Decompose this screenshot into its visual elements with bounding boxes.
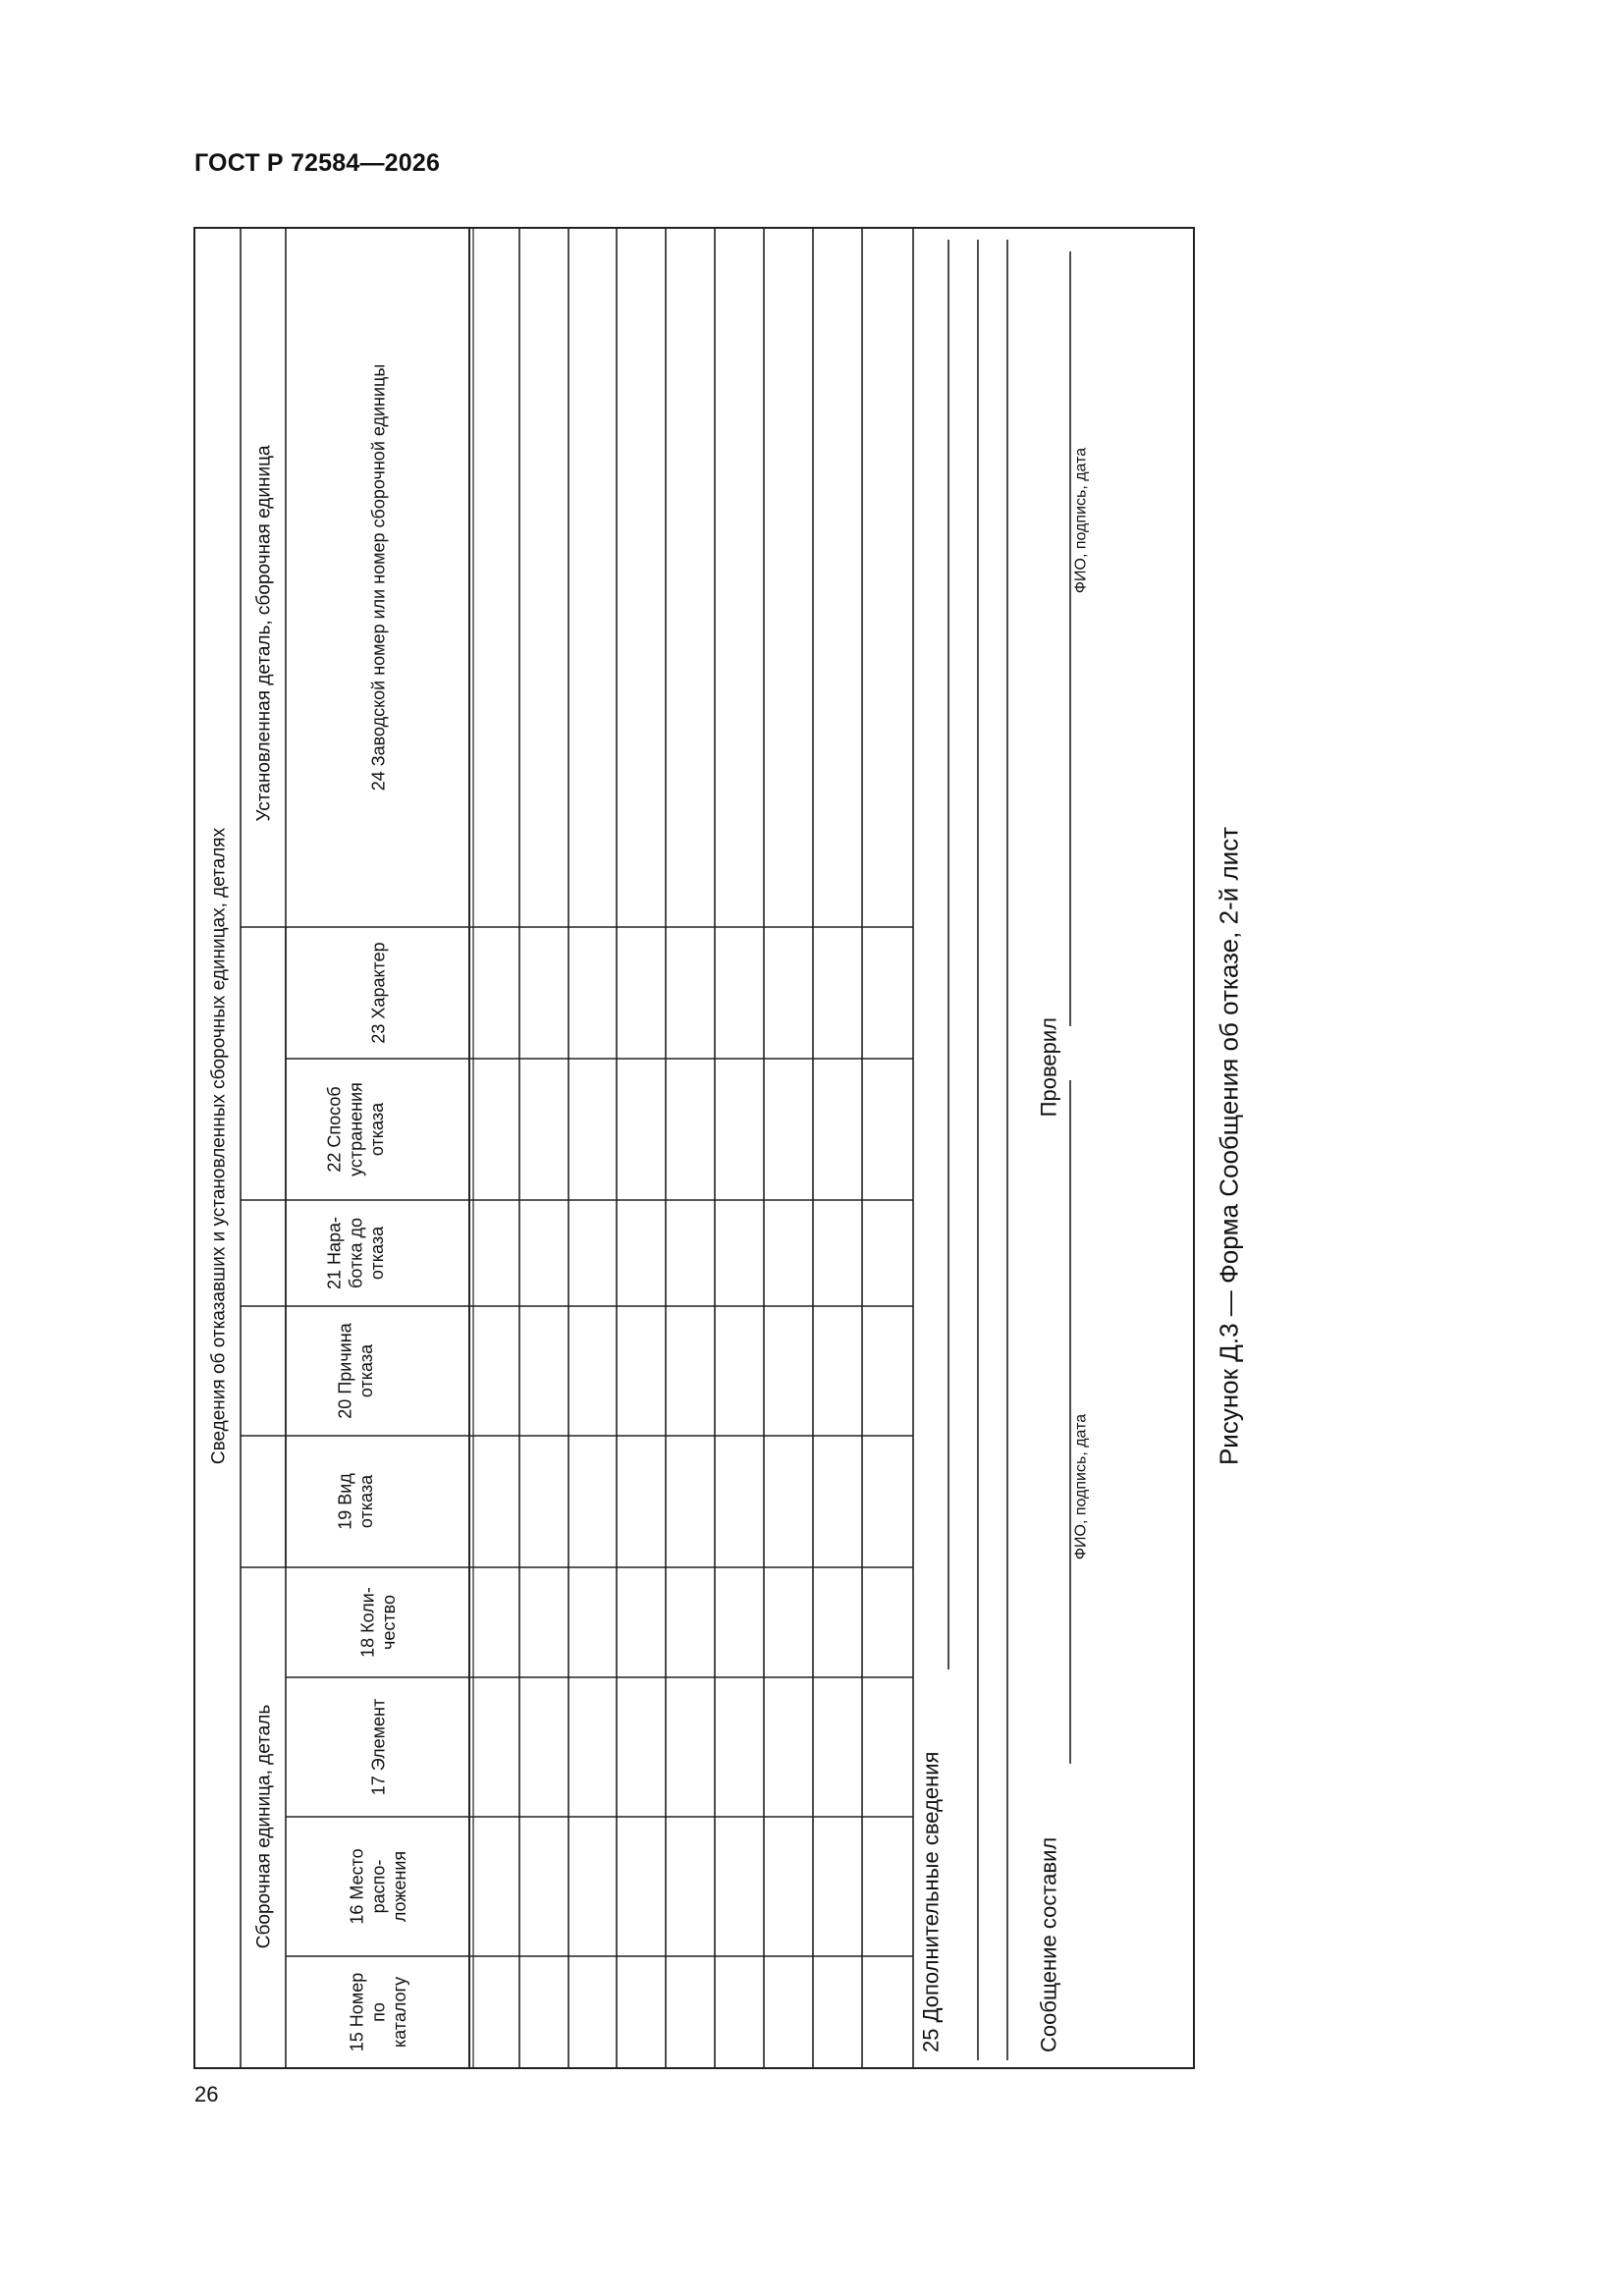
column-header-c22: 22 Способустраненияотказа xyxy=(324,1082,387,1176)
checked-signature-hint: ФИО, подпись, дата xyxy=(1072,447,1090,594)
column-header-c24: 24 Заводской номер или номер сборочной единицы xyxy=(368,363,389,792)
column-header-c21: 21 Нара-ботка доотказа xyxy=(324,1216,387,1290)
column-header-c19: 19 Видотказа xyxy=(335,1473,377,1530)
document-header: ГОСТ Р 72584—2026 xyxy=(194,149,441,177)
composed-by-label: Сообщение составил xyxy=(1036,1836,1061,2052)
top-header-label: Сведения об отказавших и установленных сборочных единицах, деталях xyxy=(208,827,230,1465)
column-header-c15: 15 Номерпокаталогу xyxy=(347,1972,409,2052)
failed-group-label: Сборочная единица, деталь xyxy=(253,1704,275,1949)
table-row[interactable] xyxy=(862,228,913,2068)
column-header-c16: 16 Местораспо-ложения xyxy=(347,1848,409,1925)
composed-signature-hint: ФИО, подпись, дата xyxy=(1072,1413,1090,1560)
column-header-c18: 18 Коли-чество xyxy=(357,1587,400,1658)
table-row[interactable] xyxy=(568,228,617,2068)
figure-caption: Рисунок Д.3 — Форма Сообщения об отказе, 2-й лист xyxy=(1214,826,1244,1466)
table-row[interactable] xyxy=(666,228,715,2068)
table-row[interactable] xyxy=(519,228,568,2068)
table-row[interactable] xyxy=(764,228,813,2068)
page-number: 26 xyxy=(194,2082,219,2106)
table-row[interactable] xyxy=(617,228,666,2068)
column-header-c20: 20 Причинаотказа xyxy=(335,1323,377,1419)
additional-info-label: 25 Дополнительные сведения xyxy=(918,1751,944,2052)
form-text xyxy=(209,364,1090,2052)
table-row[interactable] xyxy=(813,228,862,2068)
checked-by-label: Проверил xyxy=(1036,1017,1061,1118)
column-header-c17: 17 Элемент xyxy=(368,1698,389,1796)
installed-group-label: Установленная деталь, сборочная единица xyxy=(253,445,275,822)
table-row[interactable] xyxy=(473,228,519,2068)
column-header-c23: 23 Характер xyxy=(368,942,389,1044)
table-row[interactable] xyxy=(715,228,764,2068)
